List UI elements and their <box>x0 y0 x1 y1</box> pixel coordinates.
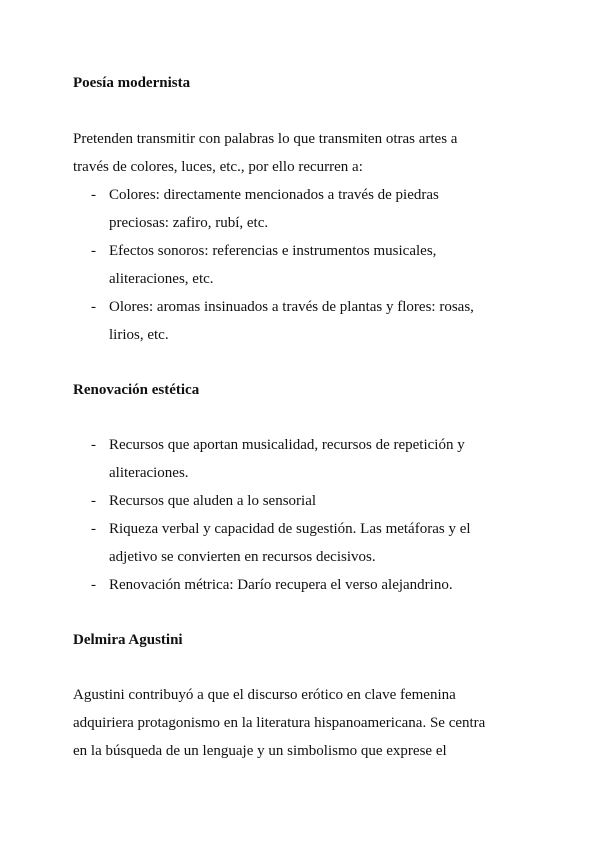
list-item-line: Colores: directamente mencionados a través de piedras <box>109 187 439 203</box>
paragraph-line: Pretenden transmitir con palabras lo que transmiten otras artes a <box>73 131 458 147</box>
list-item-line: lirios, etc. <box>109 327 169 343</box>
list-item-line: adjetivo se convierten en recursos decisivos. <box>109 549 376 565</box>
list-item-line: preciosas: zafiro, rubí, etc. <box>109 215 269 231</box>
list-bullet-dash: - <box>91 437 96 453</box>
list-bullet-dash: - <box>91 493 96 509</box>
section-heading-poesia-modernista: Poesía modernista <box>73 75 191 91</box>
paragraph-line: Agustini contribuyó a que el discurso erótico en clave femenina <box>73 687 456 703</box>
list-item-line: Riqueza verbal y capacidad de sugestión. Las metáforas y el <box>109 521 471 537</box>
list-bullet-dash: - <box>91 577 96 593</box>
paragraph-line: en la búsqueda de un lenguaje y un simbolismo que exprese el <box>73 743 447 759</box>
section-heading-renovacion-estetica: Renovación estética <box>73 382 200 398</box>
list-bullet-dash: - <box>91 243 96 259</box>
list-item-line: Efectos sonoros: referencias e instrumentos musicales, <box>109 243 437 259</box>
list-item-line: Recursos que aportan musicalidad, recursos de repetición y <box>109 437 465 453</box>
section-heading-delmira-agustini: Delmira Agustini <box>73 632 183 648</box>
list-item-line: aliteraciones, etc. <box>109 271 214 287</box>
list-item-line: Recursos que aluden a lo sensorial <box>109 493 317 509</box>
paragraph-line: través de colores, luces, etc., por ello recurren a: <box>73 159 363 175</box>
paragraph-line: adquiriera protagonismo en la literatura hispanoamericana. Se centra <box>73 715 486 731</box>
list-bullet-dash: - <box>91 187 96 203</box>
list-bullet-dash: - <box>91 299 96 315</box>
list-item-line: aliteraciones. <box>109 465 189 481</box>
list-bullet-dash: - <box>91 521 96 537</box>
list-item-line: Renovación métrica: Darío recupera el verso alejandrino. <box>109 577 453 593</box>
list-item-line: Olores: aromas insinuados a través de plantas y flores: rosas, <box>109 299 474 315</box>
